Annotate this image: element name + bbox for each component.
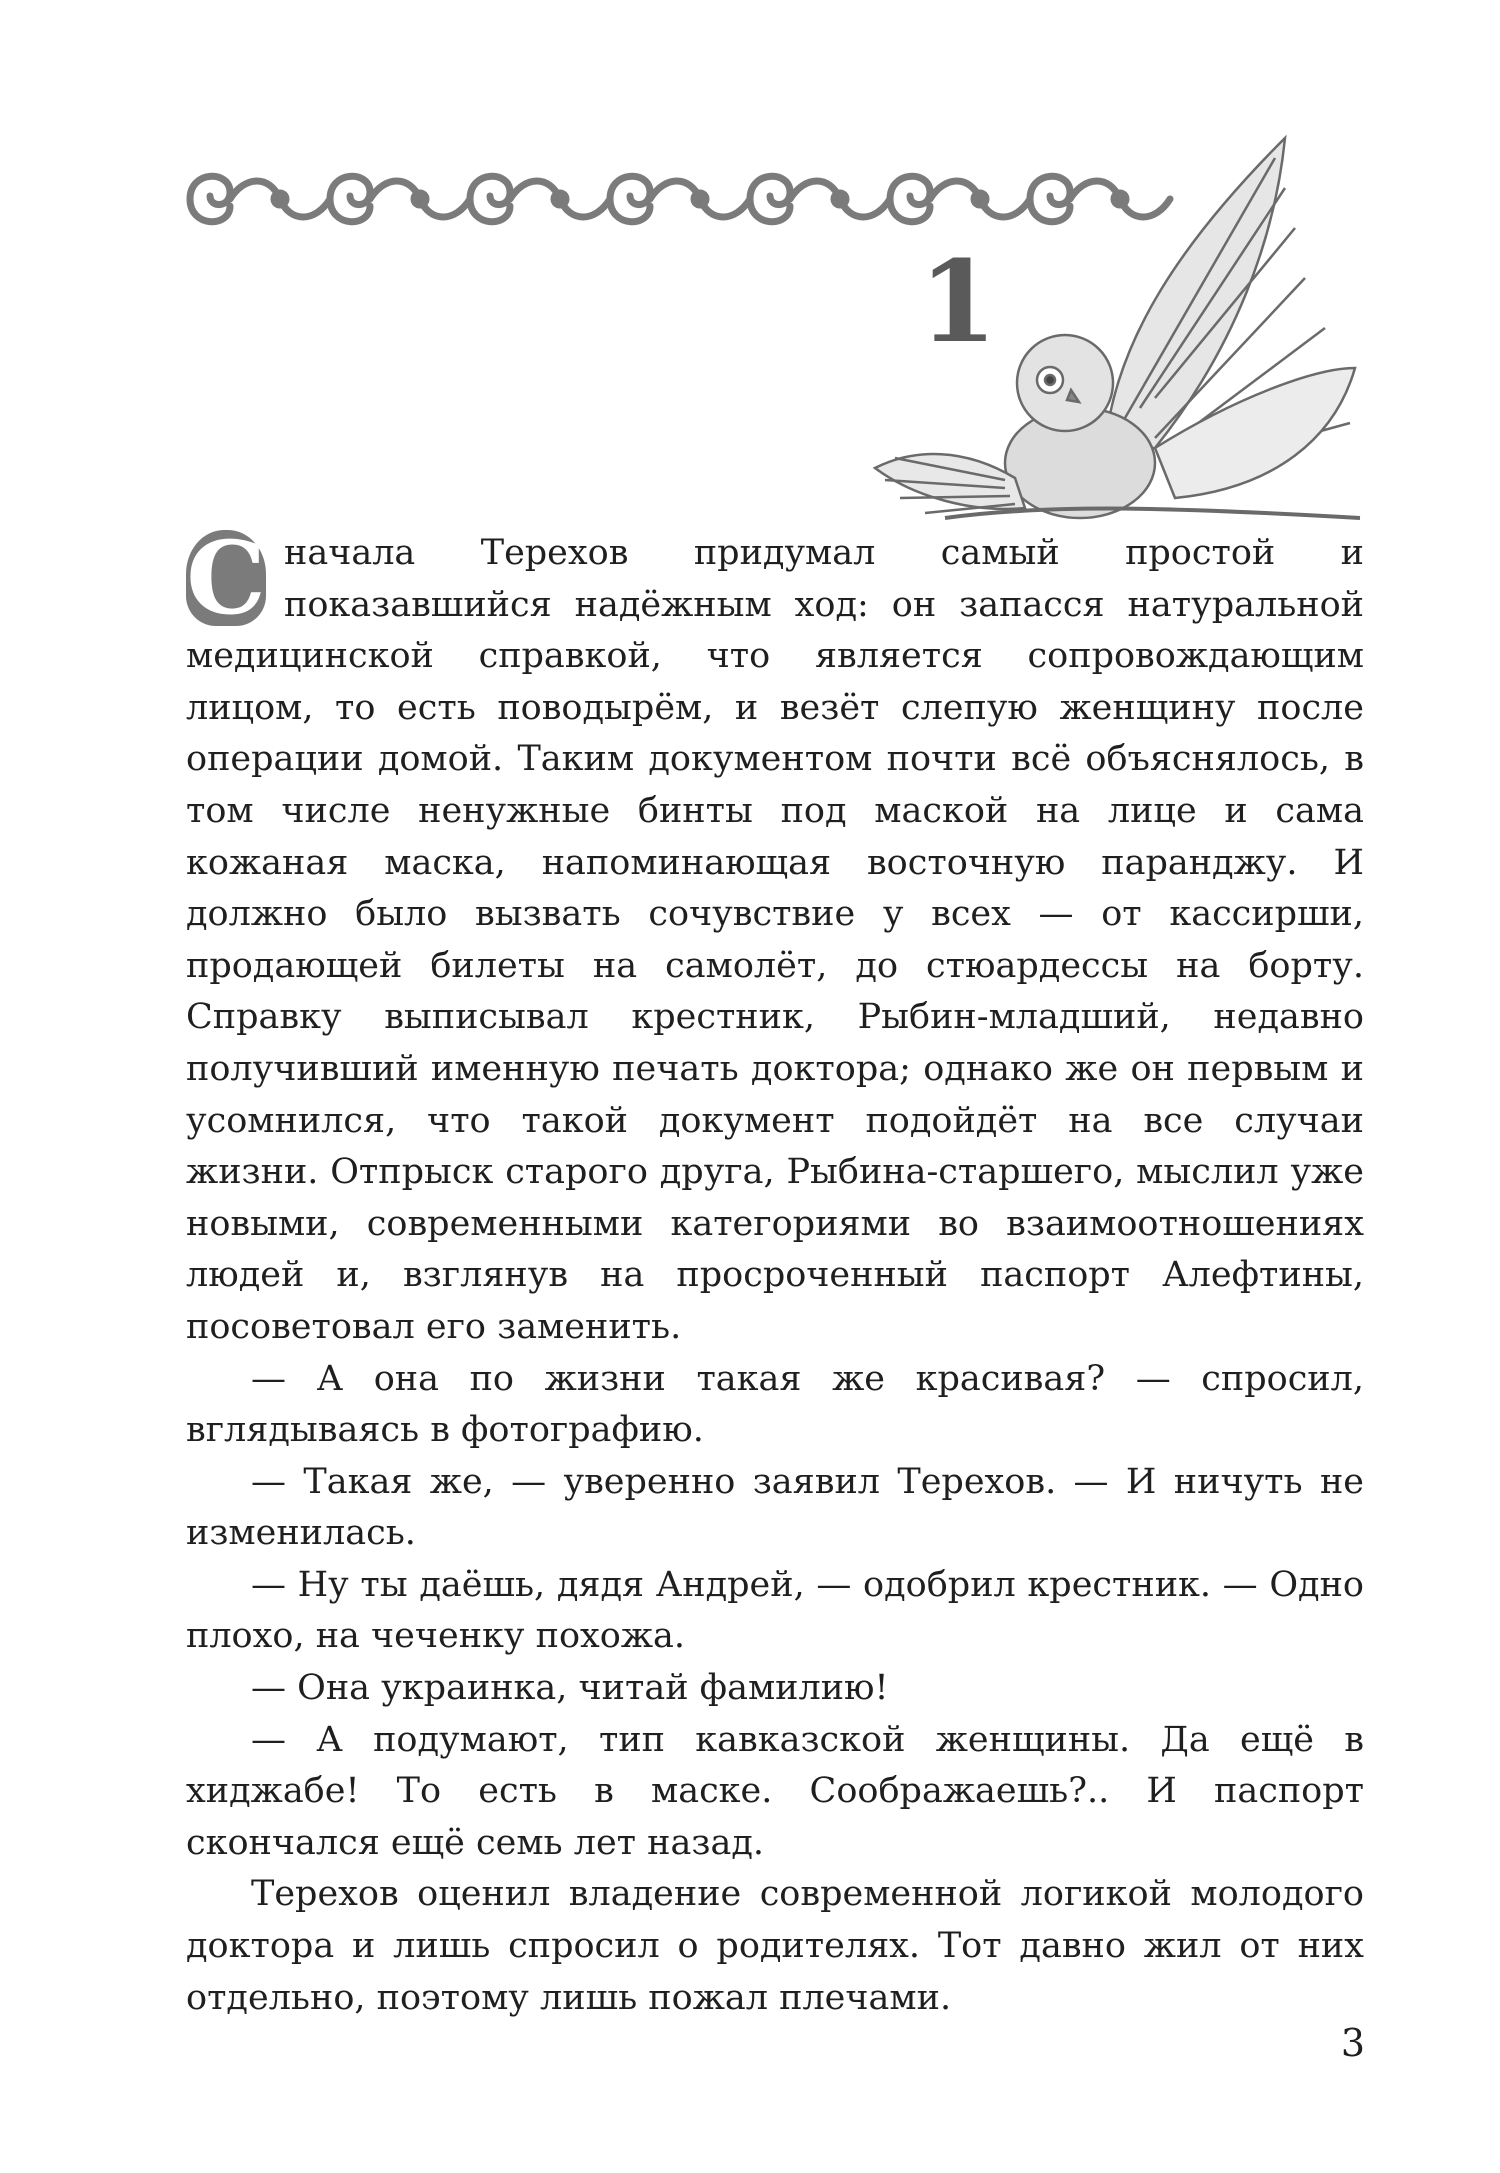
chapter-text xyxy=(186,519,1364,2024)
paragraph: — Такая же, — уверенно заявил Терехов. — И ничуть не изменилась. xyxy=(186,1461,1364,1554)
paragraph: — А она по жизни такая же красивая? — спросил, вглядываясь в фотографию. xyxy=(186,1358,1364,1451)
paragraph-text: начала Терехов придумал самый простой и показавшийся надёжным ход: он запасся натуральной медицинской справкой, что является сопровождающим лицом, то есть поводырём, и везёт слепую женщину после операции домой. Таким документом почти всё объяснялось, в том числе ненужные бинты под маской на лице и сама кожаная маска, напоминающая восточную паранджу. И должно было вызвать сочувствие у всех — от кассирши, продающей билеты на самолёт, до стюардессы на борту. Справку выписывал крестник, Рыбин-младший, недавно получивший именную печать доктора; однако же он первым и усомнился, что такой документ подойдёт на все случаи жизни. Отпрыск старого друга, Рыбина-старшего, мыслил уже новыми, современными категориями во взаимоотношениях людей и, взглянув на просроченный паспорт Алефтины, посоветовал его заменить. xyxy=(186,533,1364,1347)
paragraph: Терехов оценил владение современной логикой молодого доктора и лишь спросил о родителях. Тот давно жил от них отдельно, поэтому лишь пожал плечами. xyxy=(186,1874,1364,2018)
chapter-number: 1 xyxy=(919,237,997,368)
paragraph: — Ну ты даёшь, дядя Андрей, — одобрил крестник. — Одно плохо, на чеченку похожа. xyxy=(186,1564,1364,1657)
paragraph xyxy=(186,519,1364,1354)
drop-cap: С xyxy=(186,519,266,637)
paragraph: — Она украинка, читай фамилию! xyxy=(251,1668,889,1709)
page-number: 3 xyxy=(1340,2021,1365,2065)
paragraph: — А подумают, тип кавказской женщины. Да ещё в хиджабе! То есть в маске. Соображаешь?.. И паспорт скончался ещё семь лет назад. xyxy=(186,1719,1364,1863)
